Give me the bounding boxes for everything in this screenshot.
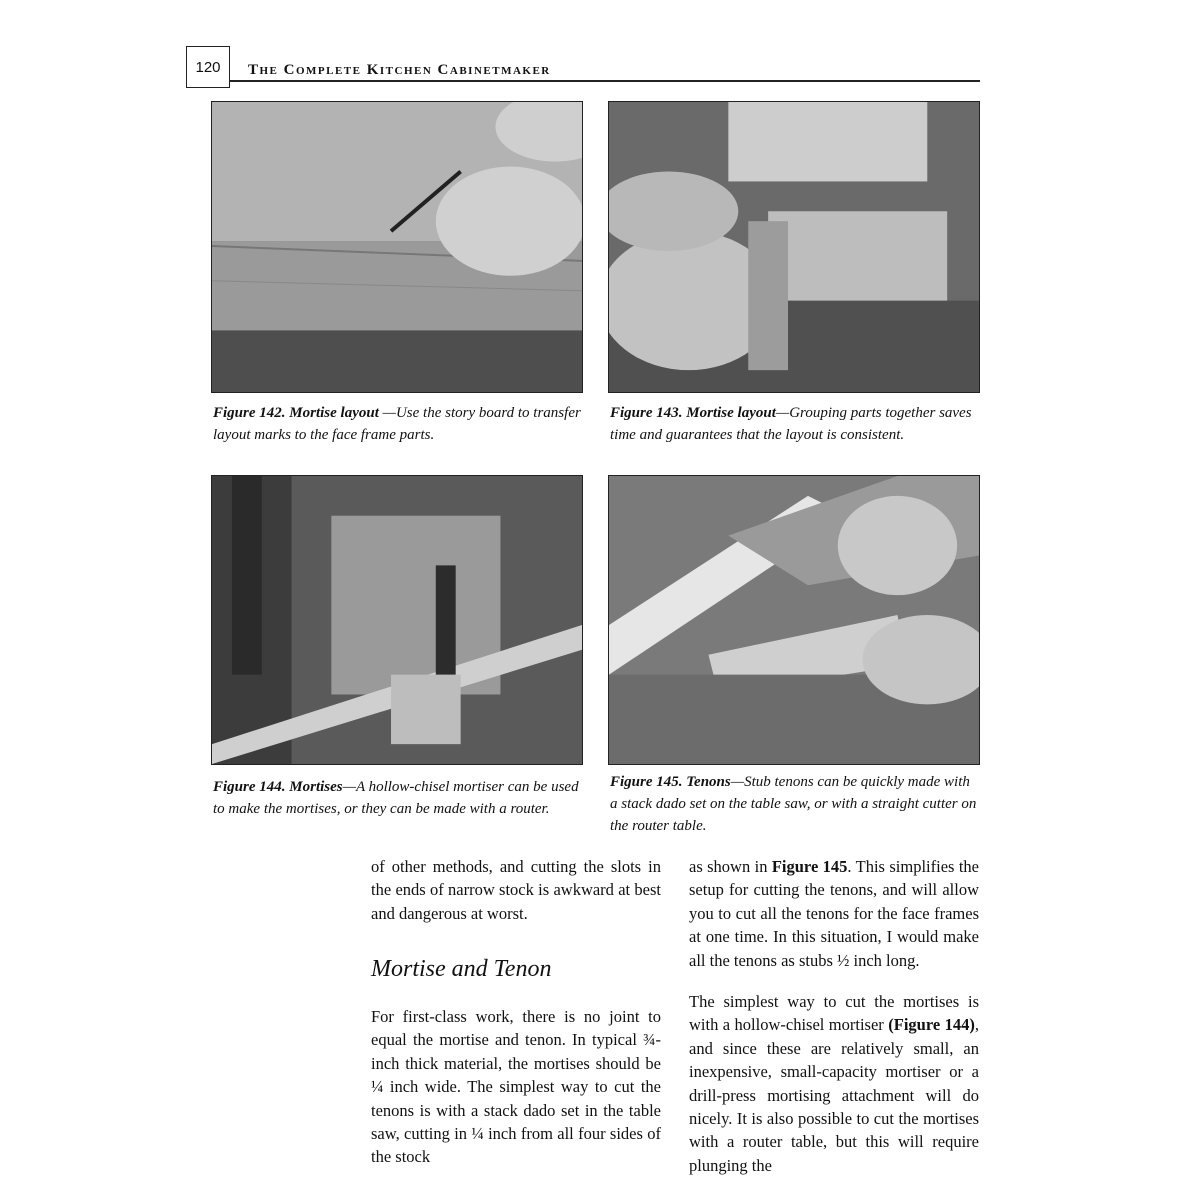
figure-143-sep: — xyxy=(775,405,790,421)
figure-145-text: Stub tenons can be quickly made with a stack dado set on the table saw, or with a straight cutter on the router table. xyxy=(610,774,977,834)
section-heading: Mortise and Tenon xyxy=(371,956,552,982)
right-p2-text-b: , and since these are relatively small, an inexpensive, small-capacity mortiser or a drill-press mortising attachment will do nicely. It is also possible to cut the mortises with a router table, but this will require plunging the xyxy=(689,1015,979,1175)
left-paragraph-continued: of other methods, and cutting the slots in the ends of narrow stock is awkward at best and dangerous at worst. xyxy=(371,857,661,923)
figure-142-photo xyxy=(211,101,583,393)
figure-143-photo xyxy=(608,101,980,393)
running-head: The Complete Kitchen Cabinetmaker xyxy=(248,62,551,78)
figure-142-title: Mortise layout xyxy=(289,405,379,421)
left-paragraph: For first-class work, there is no joint to equal the mortise and tenon. In typical ¾-inch thick material, the mortises should be ¼ inch wide. The simplest way to cut the tenons is with a stack dado set in the table saw, cutting in ¼ inch from all four sides of the stock xyxy=(371,1007,661,1167)
figure-144-photo xyxy=(211,475,583,765)
figure-145-caption xyxy=(610,771,980,837)
figure-143-text: Grouping parts together saves time and guarantees that the layout is consistent. xyxy=(610,405,972,443)
figure-145-sep: — xyxy=(730,774,745,790)
figure-142-caption xyxy=(213,402,583,446)
figure-143-caption xyxy=(610,402,980,446)
right-paragraph-1 xyxy=(689,855,979,972)
right-p1-text-a: as shown in xyxy=(689,857,772,876)
figure-145-label: Figure 145. xyxy=(610,774,683,790)
figure-145-title: Tenons xyxy=(686,774,731,790)
figure-144-label: Figure 144. xyxy=(213,779,286,795)
figure-144-title: Mortises xyxy=(289,779,343,795)
figure-143-title: Mortise layout xyxy=(686,405,776,421)
figure-145-photo xyxy=(608,475,980,765)
figure-144-sep: — xyxy=(342,779,356,795)
right-paragraph-2 xyxy=(689,990,979,1177)
figure-144-caption xyxy=(213,776,583,820)
figure-144-text: A hollow-chisel mortiser can be used to make the mortises, or they can be made with a router. xyxy=(213,779,579,817)
right-p2-text-a: The simplest way to cut the mortises is with a hollow-chisel mortiser xyxy=(689,992,979,1035)
figure-142-text: Use the story board to transfer layout marks to the face frame parts. xyxy=(213,405,581,443)
right-p1-figure-ref: Figure 145 xyxy=(771,857,848,876)
right-p1-text-b: . This simplifies the setup for cutting the tenons, and will allow you to cut all the tenons for the face frames at one time. In this situation, I would make all the tenons as stubs ½ inch long. xyxy=(689,857,979,970)
figure-142-label: Figure 142. xyxy=(213,405,286,421)
figure-142-sep: — xyxy=(378,405,396,421)
right-p2-figure-ref: (Figure 144) xyxy=(888,1015,975,1035)
header-rule xyxy=(230,80,980,82)
left-column-top xyxy=(371,855,661,943)
left-column-bottom xyxy=(371,1005,661,1187)
page-number: 120 xyxy=(186,46,230,88)
figure-143-label: Figure 143. xyxy=(610,405,683,421)
right-column xyxy=(689,855,979,1195)
